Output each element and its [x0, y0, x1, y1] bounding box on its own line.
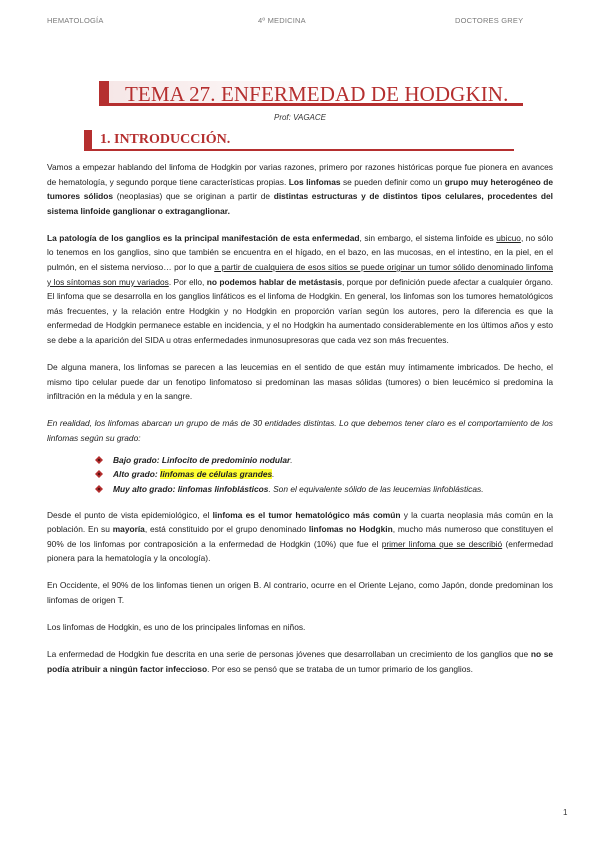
- grade-value-highlighted: linfomas de células grandes: [160, 469, 273, 480]
- paragraph-origin: En Occidente, el 90% de los linfomas tienen un origen B. Al contrario, ocurre en el Oriente Lejano, como Japón, donde predominan los linfomas de origen T.: [47, 580, 553, 606]
- diamond-bullet-icon: [95, 456, 103, 464]
- page-title: TEMA 27. ENFERMEDAD DE HODGKIN.: [125, 82, 509, 106]
- title-banner: [99, 81, 523, 106]
- page-number: 1: [563, 808, 568, 817]
- text-run: (enfermedad pionera para la hematología y la oncología).: [47, 538, 554, 564]
- underline-run: ubicuo: [496, 232, 521, 243]
- text-run: , está constituido por el grupo denominado: [144, 524, 309, 535]
- text-run: . Por eso se pensó que se trataba de un tumor primario de los ganglios.: [207, 663, 473, 674]
- section-heading: 1. INTRODUCCIÓN.: [100, 132, 231, 147]
- paragraph-pathology: [47, 231, 553, 348]
- page-header: [0, 16, 600, 30]
- text-run: y la cuarta neoplasia más común en la población. En su: [47, 509, 553, 535]
- list-item: Alto grado: linfomas de células grandes.: [91, 468, 553, 481]
- grade-list: [47, 454, 553, 496]
- list-item: Bajo grado: Linfocito de predominio nodular.: [91, 454, 553, 467]
- diamond-bullet-icon: [95, 485, 103, 493]
- grade-label: Alto grado: [113, 469, 155, 480]
- text-run: , mucho más numeroso que constituyen el 90% de los linfomas por contraposición a la enfermedad de Hodgkin (10%) que fue el: [47, 524, 553, 549]
- professor-line: Prof: VAGACE: [273, 113, 327, 122]
- bold-run: Los linfomas: [288, 176, 341, 187]
- bold-run: La patología de los ganglios es la principal manifestación de esta enfermedad: [47, 232, 360, 243]
- text-run: (neoplasias) que se originan a partir de: [113, 191, 274, 202]
- paragraph-epidemiology: [47, 508, 553, 566]
- section-heading-box: [84, 130, 514, 151]
- bold-run: distintas estructuras y de distintos tipos celulares, procedentes del sistema linfoide ganglionar o extraganglionar.: [47, 191, 553, 216]
- bold-run: mayoría: [112, 524, 145, 535]
- diamond-bullet-icon: [95, 470, 103, 478]
- paragraph-entities: En realidad, los linfomas abarcan un grupo de más de 30 entidades distintas. Lo que debemos tener claro es el comportamiento de los linfomas según su grado:: [47, 418, 553, 443]
- underline-run: primer linfoma que se describió: [381, 538, 503, 549]
- paragraph-leukemia: De alguna manera, los linfomas se parecen a las leucemias en el sentido de que están muy íntimamente imbricados. De hecho, el mismo tipo celular puede dar un fenotipo linfomatoso si predominan las masas sólidas (tumores) o bien leucémico si predomina la infiltración en la médula y en la sangre.: [47, 362, 553, 402]
- document-body: [47, 160, 553, 689]
- text-run: La enfermedad de Hodgkin fue descrita en una serie de personas jóvenes que desarrollaban un crecimiento de los ganglios que: [47, 649, 531, 660]
- text-run: . Por ello,: [168, 276, 207, 287]
- grade-label: Muy alto grado: [113, 483, 173, 494]
- text-run: , porque por definición puede afectar a cualquier órgano. El linfoma que se desarrolla en los ganglios linfáticos es el linfoma de Hodgkin. En general, los linfomas son los tumores hematológicos más frecuentes, y la relación entre Hodgkin y no Hodgkin en proporción varían según los autores, pero la diferencia es que la enfermedad de Hodgkin permanece estable en incidencia, y el no Hodgkin ha aumentado considerablemente en los últimos años y esto se debe a la aparición del SIDA u otras enfermedades inmunosupresoras que cada vez son más frecuentes.: [47, 276, 553, 346]
- underline-run: a partir de cualquiera de esos sitios se puede originar un tumor sólido denominado linfoma y los síntomas son muy variados: [47, 262, 553, 287]
- grade-value: linfomas linfoblásticos: [177, 483, 269, 494]
- header-course: 4º MEDICINA: [258, 16, 306, 25]
- paragraph-description: [47, 647, 553, 676]
- text-run: , sin embargo, el sistema linfoide es: [359, 232, 497, 243]
- bold-run: linfoma es el tumor hematológico más común: [212, 509, 401, 520]
- grade-label: Bajo grado: [113, 454, 157, 465]
- grade-value: Linfocito de predominio nodular: [161, 454, 291, 465]
- bold-run: linfomas no Hodgkin: [308, 524, 393, 535]
- bold-run: grupo muy heterogéneo de tumores sólidos: [47, 176, 553, 202]
- paragraph-intro: [47, 160, 553, 218]
- text-run: se pueden definir como un: [340, 176, 445, 187]
- text-run: , no sólo lo tenemos en los ganglios, sino que también se encuentra en el hígado, en el bazo, en las mucosas, en el intestino, en la piel, en el pulmón, en el sistema nervioso… por lo que: [47, 232, 553, 273]
- bold-run: no podemos hablar de metástasis: [206, 276, 342, 287]
- paragraph-children: Los linfomas de Hodgkin, es uno de los principales linfomas en niños.: [47, 622, 306, 633]
- list-item: Muy alto grado: linfomas linfoblásticos. Son el equivalente sólido de las leucemias linfoblásticas.: [91, 483, 553, 496]
- header-subject: HEMATOLOGÍA: [47, 16, 104, 25]
- bold-run: no se podía atribuir a ningún factor infeccioso: [47, 649, 554, 674]
- text-run: Desde el punto de vista epidemiológico, el: [47, 509, 213, 520]
- header-authors: DOCTORES GREY: [455, 16, 524, 25]
- text-run: Vamos a empezar hablando del linfoma de Hodgkin por varias razones, primero por razones históricas porque fue pionera en avances de hematología, y segundo porque tiene características propias.: [47, 162, 553, 187]
- grade-note: Son el equivalente sólido de las leucemias linfoblásticas.: [270, 483, 484, 494]
